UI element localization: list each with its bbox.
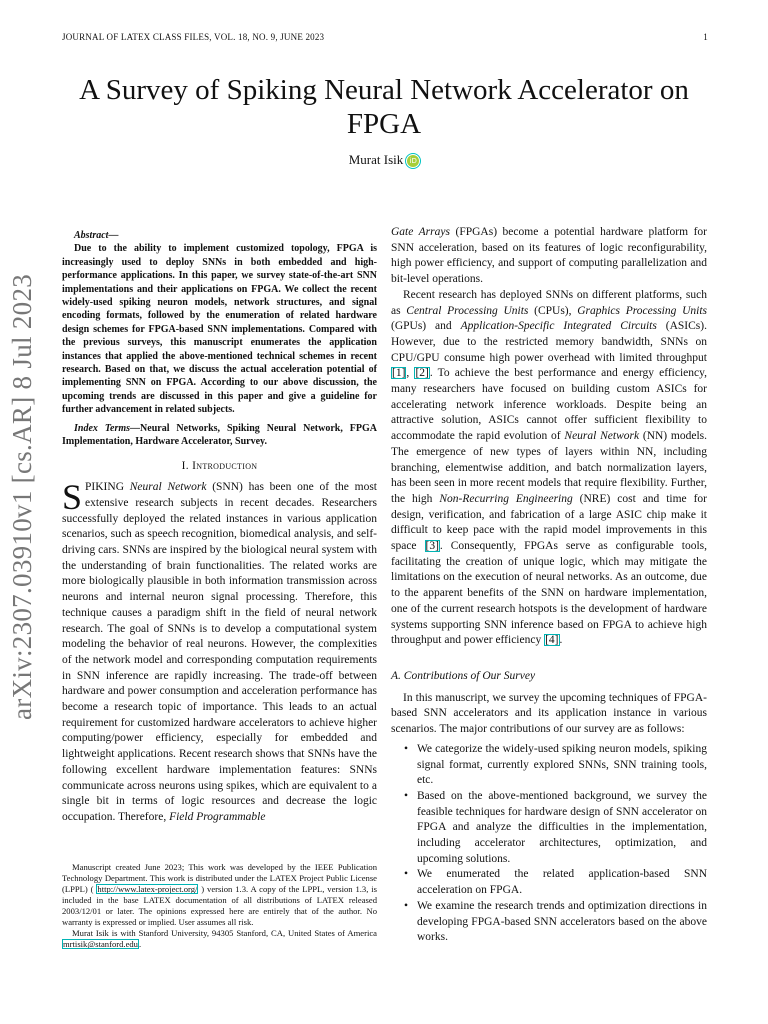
citation-link[interactable]: [1] [392,367,406,380]
lppl-link[interactable]: http://www.latex-project.org/ [97,884,198,894]
text-fragment: (NN) models. The emergence of new types of layers within NN, including branching, elementwise addition, and batch normalization layers, has been seen in more recent models that require flexibility. Further, the high [391,430,707,505]
contributions-list [391,742,707,946]
author-line [0,152,768,168]
text-fragment: (ASICs). However, due to the restricted memory bandwidth, SNNs on CPU/GPU consume high power overhead with limited throughput [391,320,707,364]
intro-tail-term: Field Programmable [169,810,266,823]
drop-cap: S [62,477,83,518]
term-asic: Application-Specific Integrated Circuits [460,320,657,333]
paragraph-fpga [391,225,707,288]
text-fragment: Recent research has deployed SNNs on different platforms, such as [391,288,707,317]
paragraph-contributions: In this manuscript, we survey the upcoming techniques of FPGA-based SNN accelerators and its application instance in various scenarios. The major contributions of our survey are as follows: [391,691,707,736]
text-fragment: Manuscript created June 2023; This work was developed by the IEEE Publication Technology Department. This work is distributed under the LATEX Project Public License (LPPL) ( [62,862,377,894]
text-fragment: (NRE) cost and time for design, verification, and fabrication of a large ASIC chip make it difficult to keep pace with the rapid model improvements in this space [391,492,707,553]
author-email-link[interactable]: mrtisik@stanford.edu [63,939,138,949]
term-gpu: Graphics Processing Units [577,304,707,317]
citation-link[interactable]: [3] [425,540,439,553]
right-column [391,225,707,946]
orcid-icon[interactable]: iD [407,155,419,167]
text-fragment: (CPUs), [528,304,578,317]
text-fragment: . [138,939,142,949]
section-number: I. [181,459,193,472]
intro-text: (SNN) has been one of the most extensive research subjects in recent decades. Researchers successfully deployed the related instances in various application scenarios, such as speech recognition, biomedical analysis, and self-driving cars. SNNs are inspired by the biological neural system with the understanding of brain functionalities. The related works are more biologically plausible in both information transmission across neurons and internal neuron signal processing. Therefore, this technique causes a paradigm shift in the field of neural network research. The goal of SNNs is to develop a computational system modeling the behavior of real neurons. However, the complexities of the network model and corresponding computation requirements in SNN inference are rapidly increasing. The trade-off between hardware and power consumption and acceleration performance has become a research topic of importance. This leads to an actual requirement for customized hardware accelerators to achieve higher computing/power efficiency, especially for embedded and lightweight applications. Recent research shows that SNNs have the following excellent hardware implementation features: SNNs communicate across neurons using spikes, which are equivalent to a single bit in terms of logic resources and decrease the logic occupation. Therefore, [62,481,377,823]
section-heading-introduction [62,459,377,475]
text-fragment: , [406,367,415,380]
introduction-body [62,477,377,825]
abstract-label: Abstract— [74,230,119,241]
section-title: Introduction [192,459,258,472]
index-terms [62,422,377,449]
term-neural-network: Neural Network [564,430,640,443]
text-fragment: (GPUs) and [391,320,461,333]
text-fragment: . To achieve the best performance and energy efficiency, many researchers have focused on building custom ASICs for accelerating network inference workloads. Despite being an attractive solution, ASICs cannot offer sufficient flexibility to accommodate the rapid evolution of [391,367,708,443]
intro-paragraph [62,477,377,825]
index-terms-label: Index Terms [74,422,131,434]
text-fragment: ) version 1.3. A copy of the LPPL, version 1.3, is included in the base LATEX documentation of all distributions of LATEX released 2003/12/01 or later. The opinions expressed here are entirely that of the author. No warranty is expressed or implied. User assumes all risk. [62,884,377,927]
list-item: • We enumerated the related application-based SNN acceleration on FPGA. [417,867,707,898]
term-gate-arrays: Gate Arrays [391,226,450,238]
page-number: 1 [703,32,708,42]
journal-name: JOURNAL OF LATEX CLASS FILES, VOL. 18, NO. 9, JUNE 2023 [62,32,325,42]
citation-link[interactable]: [4] [545,634,559,647]
list-item: • Based on the above-mentioned background, we survey the feasible techniques for hardware design of SNN accelerator on FPGA and analyze the difficulties in the implementation, including accelerator architectures, optimization, and upcoming solutions. [417,789,707,868]
text-fragment: Murat Isik is with Stanford University, 94305 Stanford, CA, United States of America [72,928,377,938]
intro-term: Neural Network [124,481,207,494]
text-fragment: . [559,634,563,647]
arxiv-identifier: arXiv:2307.03910v1 [cs.AR] 8 Jul 2023 [7,273,37,720]
paper-title: A Survey of Spiking Neural Network Accelerator on FPGA [79,74,689,140]
list-item: • We examine the research trends and optimization directions in developing FPGA-based SNN accelerators based on the above works. [417,899,707,946]
index-terms-text: —Neural Networks, Spiking Neural Network, FPGA Implementation, Hardware Accelerator, Survey. [62,422,377,448]
subsection-heading: A. Contributions of Our Survey [391,669,536,682]
intro-lead: PIKING [85,481,125,494]
left-column [62,229,377,826]
list-item: • We categorize the widely-used spiking neuron models, spiking signal format, currently explored SNNs, SNN training tools, etc. [417,742,707,789]
footnote [62,862,377,950]
abstract [62,229,377,417]
footnote-affiliation [62,928,377,950]
citation-link[interactable]: [2] [415,367,429,380]
abstract-text: Due to the ability to implement customized topology, FPGA is increasingly used to deploy SNNs in both embedded and high-performance applications. In this paper, we survey state-of-the-art SNN implementations and their applications on FPGA. We collect the recent widely-used spiking neuron models, network structures, and signal encoding formats, followed by the enumeration of related hardware design schemes for FPGA-based SNN implementations. Compared with the previous surveys, this manuscript enumerates the application instances that applied the above-mentioned technical schemes in recent research. Based on that, we discuss the actual acceleration potential of implementing SNN on FPGA. According to our above discussion, the upcoming trends are discussed in this paper and give a guideline for further advancement in related subjects. [62,243,377,416]
text-fragment: . Consequently, FPGAs serve as configurable tools, facilitating the creation of unique logic, which may mitigate the limitations on the execution of neural networks. As an outcome, due to the apparent benefits of the SNN on hardware implementation, one of the current research hotspots is the development of hardware systems supporting SNN inference based on FPGA to achieve high throughput and power efficiency [391,540,707,647]
term-nre: Non-Recurring Engineering [439,492,573,505]
author-name: Murat Isik [348,152,404,167]
paragraph-platforms [391,288,707,649]
footnote-manuscript [62,862,377,928]
term-cpu: Central Processing Units [406,304,529,317]
paragraph-fpga-text: (FPGAs) become a potential hardware platform for SNN acceleration, based on its features of logic reconfigurability, high power efficiency, and support of computing parallelization and bit-level operations. [391,226,707,286]
